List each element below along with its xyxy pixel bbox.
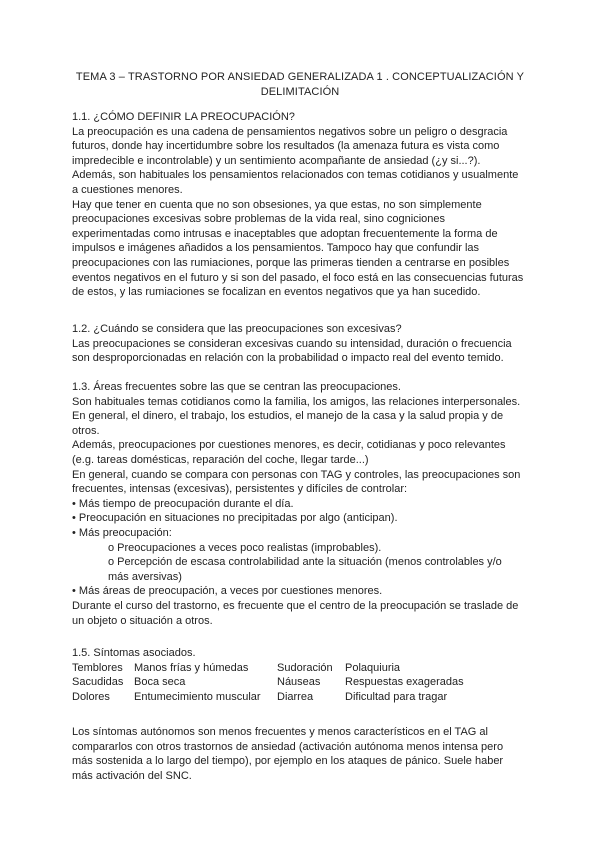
symptom-cell: Diarrea — [277, 690, 314, 703]
section-heading: 1.2. ¿Cuándo se considera que las preocupaciones son excesivas? — [72, 323, 402, 335]
text-line: impredecible e incontrolable) y un sentimiento acompañante de ansiedad (¿y si...?). — [72, 154, 481, 167]
text-line: • Más preocupación: — [72, 526, 172, 539]
text-line: Los síntomas autónomos son menos frecuentes y menos característicos en el TAG al — [72, 726, 488, 738]
text-line: más sostenida a lo largo del tiempo), por ejemplo en los ataques de pánico. Suele haber — [72, 755, 504, 768]
sub-bullet-line: o Percepción de escasa controlabilidad ante la situación (menos controlables y/o — [108, 556, 502, 569]
text-line: • Preocupación en situaciones no precipitadas por algo (anticipan). — [72, 512, 398, 525]
symptom-cell: Manos frías y húmedas — [134, 661, 249, 674]
text-line: Además, son habituales los pensamientos relacionados con temas cotidianos y usualmente — [72, 169, 519, 182]
symptom-cell: Sacudidas — [72, 676, 124, 689]
text-line: Durante el curso del trastorno, es frecuente que el centro de la preocupación se traslade de — [72, 599, 519, 612]
symptom-cell: Boca seca — [134, 676, 186, 689]
text-line: DELIMITACIÓN — [260, 85, 340, 98]
section-heading: 1.1. ¿CÓMO DEFINIR LA PREOCUPACIÓN? — [72, 111, 295, 123]
text-line: TEMA 3 – TRASTORNO POR ANSIEDAD GENERALIZADA 1 . CONCEPTUALIZACIÓN Y — [75, 71, 525, 83]
text-line: un objeto o situación a otros. — [72, 614, 213, 627]
symptoms-table — [72, 661, 542, 705]
text-line: • Más tiempo de preocupación durante el día. — [72, 497, 294, 510]
symptom-cell: Dificultad para tragar — [345, 690, 448, 703]
symptom-cell: Temblores — [72, 661, 123, 674]
section-1-3 — [72, 380, 542, 628]
text-line: a cuestiones menores. — [72, 183, 183, 196]
text-line: Las preocupaciones se consideran excesivas cuando su intensidad, duración o frecuencia — [72, 337, 512, 350]
symptom-cell: Náuseas — [277, 676, 321, 689]
text-line: En general, cuando se compara con personas con TAG y controles, las preocupaciones son — [72, 468, 521, 481]
section-heading: 1.3. Áreas frecuentes sobre las que se centran las preocupaciones. — [72, 381, 401, 393]
text-line: son desproporcionadas en relación con la probabilidad o impacto real del evento temido. — [72, 352, 504, 365]
sub-bullet-line: más aversivas) — [108, 570, 182, 583]
text-line: futuros, donde hay incertidumbre sobre los resultados (la amenaza futura es vista como — [72, 140, 500, 153]
section-heading: 1.5. Síntomas asociados. — [72, 647, 196, 659]
symptoms-row — [72, 675, 542, 690]
text-line: En general, el dinero, el trabajo, los estudios, el manejo de la casa y la salud propia y de — [72, 410, 504, 423]
text-line: impulsos e imágenes añadidos a los pensamientos. Tampoco hay que confundir las — [72, 242, 480, 255]
text-line: La preocupación es una cadena de pensamientos negativos sobre un peligro o desgracia — [72, 125, 508, 138]
text-line: eventos negativos en el futuro y si son del pasado, el foco está en las consecuencias futuras — [72, 271, 524, 284]
symptoms-row — [72, 661, 542, 676]
symptom-cell: Sudoración — [277, 661, 333, 674]
section-1-1 — [72, 110, 542, 300]
symptoms-row — [72, 690, 542, 705]
section-1-5 — [72, 646, 542, 704]
symptom-cell: Respuestas exageradas — [345, 676, 464, 689]
text-line: (e.g. tareas domésticas, reparación del coche, llegar tarde...) — [72, 453, 369, 466]
document-title — [60, 70, 540, 99]
symptom-cell: Entumecimiento muscular — [134, 690, 261, 703]
text-line: Son habituales temas cotidianos como la familia, los amigos, las relaciones interpersonales. — [72, 395, 521, 408]
text-line: frecuentes, intensas (excesivas), persistentes y difíciles de controlar: — [72, 483, 408, 496]
text-line: de estos, y las rumiaciones se focalizan en eventos negativos que ya han sucedido. — [72, 286, 481, 299]
text-line: preocupaciones excesivas sobre problemas de la vida real, sino cogniciones — [72, 213, 445, 226]
text-line: experimentadas como intrusas e inaceptables que adoptan frecuentemente la forma de — [72, 227, 498, 240]
text-line: Además, preocupaciones por cuestiones menores, es decir, cotidianas y poco relevantes — [72, 439, 506, 452]
symptom-cell: Polaquiuria — [345, 661, 401, 674]
text-line: compararlos con otros trastornos de ansiedad (activación autónoma menos intensa pero — [72, 740, 504, 753]
text-line: preocupaciones con las rumiaciones, porque las primeras tienden a centrarse en posibles — [72, 256, 510, 269]
text-line: Hay que tener en cuenta que no son obsesiones, ya que estas, no son simplemente — [72, 198, 482, 211]
text-line: más activación del SNC. — [72, 769, 192, 782]
sub-bullet-line: o Preocupaciones a veces poco realistas (improbables). — [108, 541, 382, 554]
text-line: otros. — [72, 424, 100, 437]
symptom-cell: Dolores — [72, 690, 110, 703]
text-line: • Más áreas de preocupación, a veces por cuestiones menores. — [72, 585, 383, 598]
section-autonomic — [72, 725, 542, 783]
section-1-2 — [72, 322, 542, 366]
